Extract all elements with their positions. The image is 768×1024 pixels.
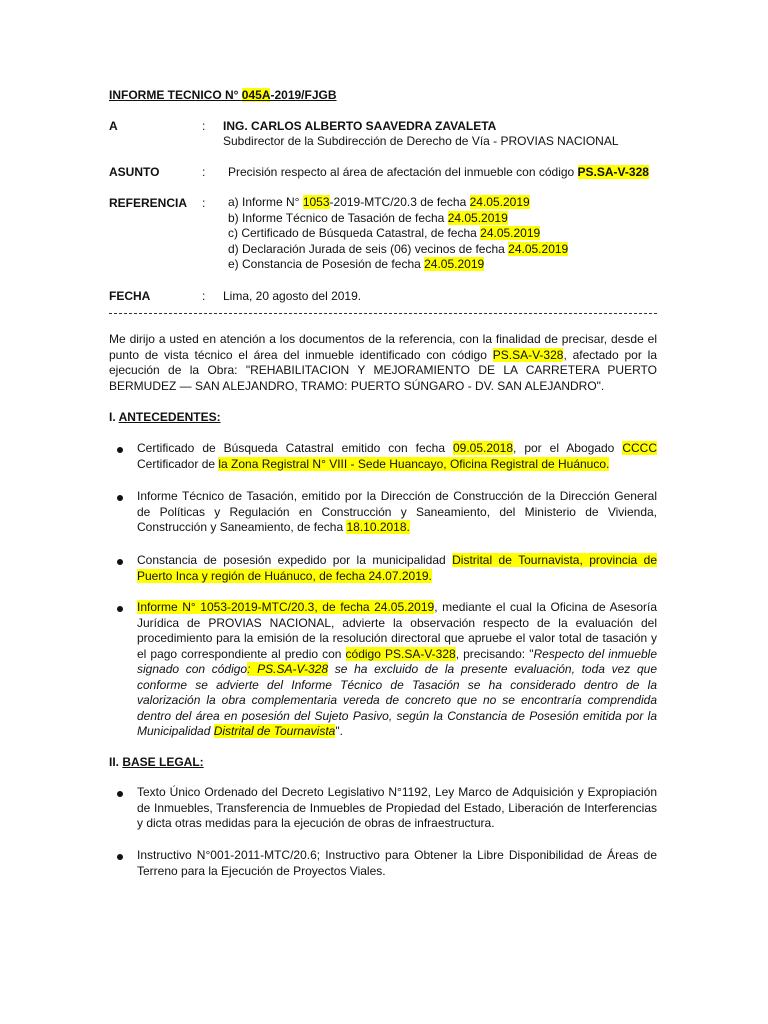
- header-referencia-label: REFERENCIA: [109, 196, 188, 210]
- header-fecha-label: FECHA: [109, 289, 151, 303]
- bullet-icon: [117, 495, 123, 501]
- recipient-name: ING. CARLOS ALBERTO SAAVEDRA ZAVALETA: [223, 119, 497, 133]
- header-a-label: A: [109, 119, 118, 133]
- section-antecedentes-heading: I. ANTECEDENTES:: [109, 410, 221, 424]
- referencia-item: b) Informe Técnico de Tasación de fecha 24.05.2019: [228, 210, 508, 225]
- referencia-item: c) Certificado de Búsqueda Catastral, de fecha 24.05.2019: [228, 226, 541, 240]
- referencia-list: [228, 195, 568, 273]
- header-referencia-colon: :: [202, 196, 206, 210]
- referencia-item: a) Informe N° 1053-2019-MTC/20.3 de fecha 24.05.2019: [228, 195, 530, 209]
- bullet-icon: [117, 447, 123, 453]
- bullet-icon: [117, 854, 123, 860]
- antecedente-item: Informe Técnico de Tasación, emitido por la Dirección de Construcción de la Dirección General de Políticas y Regulación en Construcción y Saneamiento, del Ministerio de Vivienda, Construcción y Saneamiento, de fecha 18.10.2018.: [137, 489, 657, 534]
- header-fecha-colon: :: [202, 289, 206, 303]
- title-prefix: INFORME TECNICO N°: [109, 88, 242, 102]
- fecha-text: Lima, 20 agosto del 2019.: [223, 289, 362, 303]
- recipient-role: Subdirector de la Subdirección de Derecho de Vía - PROVIAS NACIONAL: [223, 134, 619, 148]
- section-base-legal-heading: II. BASE LEGAL:: [109, 755, 204, 769]
- base-legal-item: Instructivo N°001-2011-MTC/20.6; Instructivo para Obtener la Libre Disponibilidad de Áreas de Terreno para la Ejecución de Proyectos Viales.: [137, 848, 657, 878]
- header-asunto-colon: :: [202, 165, 206, 179]
- bullet-icon: [117, 559, 123, 565]
- referencia-item: e) Constancia de Posesión de fecha 24.05.2019: [228, 257, 485, 271]
- antecedente-item: Certificado de Búsqueda Catastral emitido con fecha 09.05.2018, por el Abogado CCCC Certificador de la Zona Registral N° VIII - Sede Huancayo, Oficina Registral de Huánuco.: [137, 441, 657, 471]
- bullet-icon: [117, 606, 123, 612]
- intro-paragraph: Me dirijo a usted en atención a los documentos de la referencia, con la finalidad de precisar, desde el punto de vista técnico el área del inmueble identificado con código PS.SA-V-328, afectado por la ejecución de la Obra: "REHABILITACION Y MEJORAMIENTO DE LA CARRETERA PUERTO BERMUDEZ — SAN ALEJANDRO, TRAMO: PUERTO SÚNGARO - DV. SAN ALEJANDRO".: [109, 332, 658, 393]
- header-a-colon: :: [202, 119, 206, 133]
- antecedente-item: Informe N° 1053-2019-MTC/20.3, de fecha 24.05.2019, mediante el cual la Oficina de Asesoría Jurídica de PROVIAS NACIONAL, advierte la observación respecto de la evaluación del procedimiento para la emisión de la resolución directoral que apruebe el valor total de tasación y el pago correspondiente al predio con código PS.SA-V-328, precisando: "Respecto del inmueble signado con código: PS.SA-V-328 se ha excluido de la presente evaluación, toda vez que conforme se advierte del Informe Técnico de Tasación se ha considerado dentro de la valorización la obra complementaria vereda de concreto que no se encontraría comprendida dentro del área en posesión del Sujeto Pasivo, según la Constancia de Posesión emitida por la Municipalidad Distrital de Tournavista".: [137, 600, 658, 738]
- asunto-body: Precisión respecto al área de afectación del inmueble con código: [228, 165, 578, 179]
- header-asunto-label: ASUNTO: [109, 165, 160, 179]
- bullet-icon: [117, 791, 123, 797]
- intro-code: PS.SA-V-328: [492, 347, 564, 362]
- asunto-text: [228, 165, 649, 181]
- title-number: 045A: [241, 88, 271, 102]
- asunto-code: PS.SA-V-328: [577, 165, 649, 179]
- document-title: [109, 88, 337, 104]
- antecedente-item: Constancia de posesión expedido por la municipalidad Distrital de Tournavista, provincia de Puerto Inca y región de Huánuco, de fecha 24.07.2019.: [137, 553, 657, 583]
- base-legal-item: Texto Único Ordenado del Decreto Legislativo N°1192, Ley Marco de Adquisición y Expropiación de Inmuebles, Transferencia de Inmuebles de Propiedad del Estado, Liberación de Interferencias y dicta otras medidas para la ejecución de obras de infraestructura.: [137, 785, 657, 830]
- separator-rule: [109, 313, 657, 314]
- referencia-item: d) Declaración Jurada de seis (06) vecinos de fecha 24.05.2019: [228, 241, 569, 256]
- title-suffix: -2019/FJGB: [270, 88, 337, 102]
